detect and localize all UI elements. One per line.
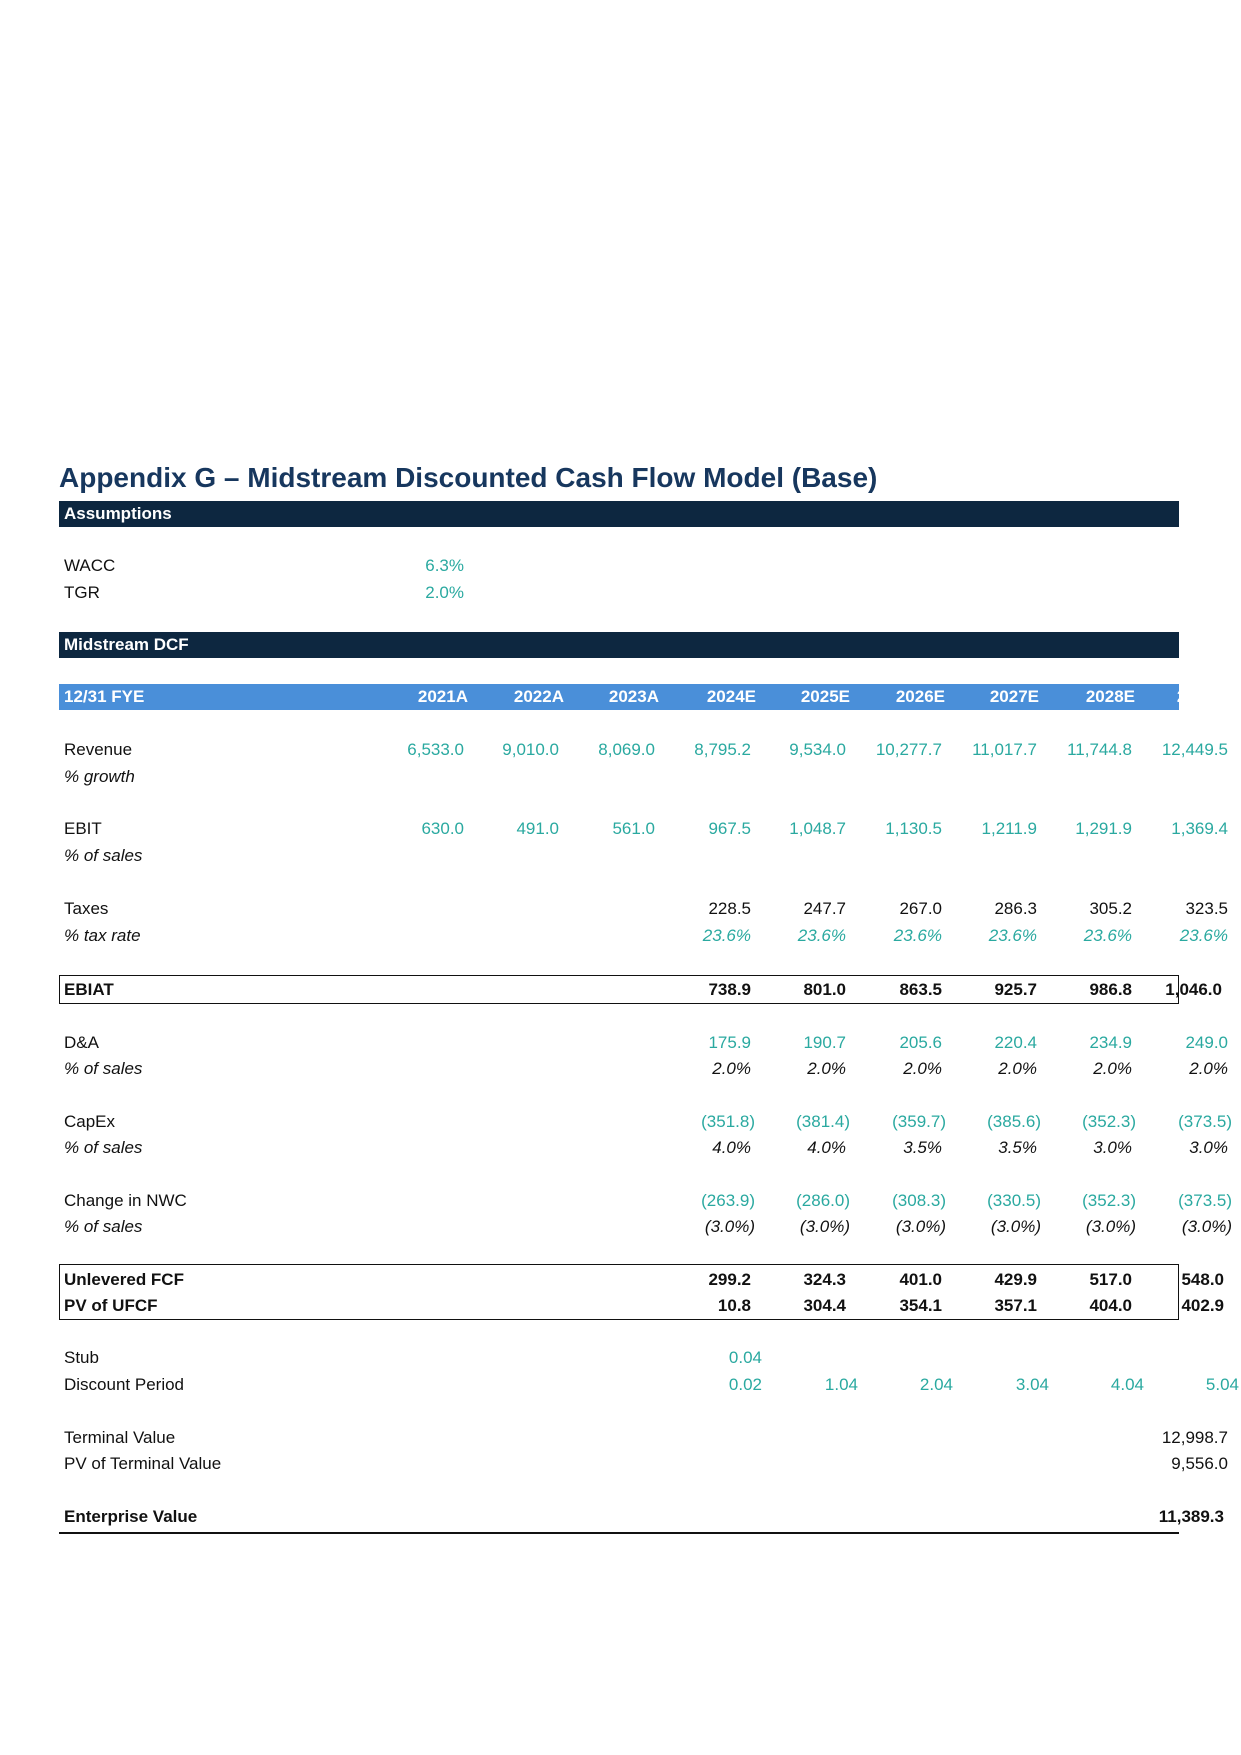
stub-value: 0.04	[728, 1348, 762, 1367]
assumptions-header: Assumptions	[59, 501, 1179, 527]
da-2028e: 234.9	[1089, 1033, 1132, 1052]
terminal-value: 12,998.7	[1161, 1428, 1228, 1447]
capex-2024e: (351.8)	[701, 1112, 755, 1131]
ebit-2027e: 1,211.9	[981, 819, 1037, 838]
nwc-2026e: (308.3)	[892, 1191, 946, 1210]
revenue-2028e: 11,744.8	[1067, 740, 1132, 759]
ebit-label: EBIT	[64, 819, 102, 838]
discount-period-2028e: 4.04	[1110, 1375, 1144, 1394]
pv-ufcf-2028e: 404.0	[1089, 1296, 1132, 1315]
nwc-2027e: (330.5)	[987, 1191, 1041, 1210]
taxes-label: Taxes	[64, 899, 109, 918]
da-pct-row	[59, 1056, 1228, 1082]
enterprise-value-row	[59, 1504, 1224, 1530]
nwc-pct-2025e: (3.0%)	[799, 1217, 850, 1236]
capex-pct-2026e: 3.5%	[903, 1138, 942, 1157]
stub-label: Stub	[64, 1348, 99, 1367]
wacc-value: 6.3%	[425, 556, 464, 575]
capex-pct-label: % of sales	[64, 1138, 143, 1157]
year-2021a: 2021A	[417, 687, 468, 706]
da-pct-2024e: 2.0%	[712, 1059, 751, 1078]
tgr-value: 2.0%	[425, 583, 464, 602]
revenue-2021a: 6,533.0	[407, 740, 464, 759]
year-2025e: 2025E	[800, 687, 850, 706]
ufcf-2025e: 324.3	[803, 1270, 846, 1289]
ebit-2023a: 561.0	[612, 819, 655, 838]
ufcf-2024e: 299.2	[708, 1270, 751, 1289]
taxes-row	[59, 896, 1228, 922]
capex-label: CapEx	[64, 1112, 116, 1131]
nwc-2028e: (352.3)	[1082, 1191, 1136, 1210]
tax-rate-2029e: 23.6%	[1179, 926, 1228, 945]
ebit-2021a: 630.0	[421, 819, 464, 838]
ebiat-2029e: 1,046.0	[1165, 980, 1222, 999]
enterprise-value-rule	[59, 1532, 1179, 1534]
tgr-row	[59, 580, 1179, 606]
capex-pct-2025e: 4.0%	[807, 1138, 846, 1157]
capex-2029e: (373.5)	[1178, 1112, 1232, 1131]
discount-period-2026e: 2.04	[919, 1375, 953, 1394]
pv-ufcf-2027e: 357.1	[994, 1296, 1037, 1315]
capex-2025e: (381.4)	[796, 1112, 850, 1131]
year-2023a: 2023A	[608, 687, 659, 706]
taxes-2029e: 323.5	[1185, 899, 1228, 918]
capex-pct-2028e: 3.0%	[1093, 1138, 1132, 1157]
nwc-pct-2028e: (3.0%)	[1085, 1217, 1136, 1236]
ebit-2026e: 1,130.5	[885, 819, 942, 838]
tax-rate-label: % tax rate	[64, 926, 141, 945]
revenue-2026e: 10,277.7	[875, 740, 942, 759]
revenue-row	[59, 737, 1228, 763]
capex-2026e: (359.7)	[892, 1112, 946, 1131]
revenue-2029e: 12,449.5	[1161, 740, 1228, 759]
nwc-2029e: (373.5)	[1178, 1191, 1232, 1210]
nwc-pct-2029e: (3.0%)	[1181, 1217, 1232, 1236]
ebit-2022a: 491.0	[516, 819, 559, 838]
ebit-row	[59, 816, 1228, 842]
year-2027e: 2027E	[989, 687, 1039, 706]
tax-rate-2025e: 23.6%	[797, 926, 846, 945]
pv-ufcf-row	[59, 1293, 1224, 1319]
ufcf-2027e: 429.9	[994, 1270, 1037, 1289]
year-header-row	[59, 684, 1226, 710]
page-title: Appendix G – Midstream Discounted Cash Flow Model (Base)	[59, 462, 878, 493]
ebit-2025e: 1,048.7	[789, 819, 846, 838]
da-2025e: 190.7	[803, 1033, 846, 1052]
da-2027e: 220.4	[994, 1033, 1037, 1052]
nwc-row	[59, 1188, 1232, 1214]
revenue-2022a: 9,010.0	[502, 740, 559, 759]
enterprise-value: 11,389.3	[1158, 1507, 1224, 1526]
capex-pct-row	[59, 1135, 1228, 1161]
year-2029e: 2029E	[1176, 687, 1226, 706]
year-2022a: 2022A	[513, 687, 564, 706]
capex-row	[59, 1109, 1232, 1135]
ufcf-row	[59, 1267, 1224, 1293]
da-2026e: 205.6	[899, 1033, 942, 1052]
revenue-2025e: 9,534.0	[789, 740, 846, 759]
ufcf-label: Unlevered FCF	[64, 1270, 184, 1289]
year-2026e: 2026E	[895, 687, 945, 706]
pv-ufcf-label: PV of UFCF	[64, 1296, 158, 1315]
year-2024e: 2024E	[706, 687, 756, 706]
capex-2028e: (352.3)	[1082, 1112, 1136, 1131]
taxes-2028e: 305.2	[1089, 899, 1132, 918]
growth-label: % growth	[64, 767, 135, 786]
ebit-pct-row	[59, 843, 1179, 869]
nwc-pct-2024e: (3.0%)	[704, 1217, 755, 1236]
discount-period-2029e: 5.04	[1205, 1375, 1239, 1394]
ebiat-row	[59, 977, 1222, 1003]
da-row	[59, 1030, 1228, 1056]
ufcf-2026e: 401.0	[899, 1270, 942, 1289]
capex-pct-2029e: 3.0%	[1189, 1138, 1228, 1157]
da-pct-2025e: 2.0%	[807, 1059, 846, 1078]
da-pct-2028e: 2.0%	[1093, 1059, 1132, 1078]
tax-rate-2024e: 23.6%	[702, 926, 751, 945]
ebiat-2028e: 986.8	[1089, 980, 1132, 999]
ebit-2024e: 967.5	[708, 819, 751, 838]
tax-rate-2027e: 23.6%	[988, 926, 1037, 945]
pv-ufcf-2029e: 402.9	[1181, 1296, 1224, 1315]
dcf-header: Midstream DCF	[59, 632, 1179, 658]
wacc-label: WACC	[64, 556, 116, 575]
taxes-2025e: 247.7	[803, 899, 846, 918]
discount-period-2025e: 1.04	[824, 1375, 858, 1394]
tax-rate-2028e: 23.6%	[1083, 926, 1132, 945]
terminal-value-row	[59, 1425, 1228, 1451]
taxes-2026e: 267.0	[899, 899, 942, 918]
capex-pct-2024e: 4.0%	[712, 1138, 751, 1157]
discount-period-2027e: 3.04	[1015, 1375, 1049, 1394]
ebiat-2026e: 863.5	[899, 980, 942, 999]
nwc-2025e: (286.0)	[796, 1191, 850, 1210]
tax-rate-2026e: 23.6%	[893, 926, 942, 945]
tgr-label: TGR	[64, 583, 100, 602]
discount-period-row	[59, 1372, 1239, 1398]
nwc-pct-2026e: (3.0%)	[895, 1217, 946, 1236]
pv-ufcf-2025e: 304.4	[803, 1296, 846, 1315]
pv-ufcf-2026e: 354.1	[899, 1296, 942, 1315]
terminal-value-label: Terminal Value	[64, 1428, 176, 1447]
taxes-2027e: 286.3	[994, 899, 1037, 918]
nwc-2024e: (263.9)	[701, 1191, 755, 1210]
ebiat-2024e: 738.9	[708, 980, 751, 999]
revenue-2024e: 8,795.2	[694, 740, 751, 759]
ebiat-2027e: 925.7	[994, 980, 1037, 999]
ufcf-2028e: 517.0	[1089, 1270, 1132, 1289]
ebiat-label: EBIAT	[64, 980, 114, 999]
da-pct-2026e: 2.0%	[903, 1059, 942, 1078]
taxes-2024e: 228.5	[708, 899, 751, 918]
pv-terminal-value: 9,556.0	[1171, 1454, 1228, 1473]
da-pct-2029e: 2.0%	[1189, 1059, 1228, 1078]
da-2024e: 175.9	[708, 1033, 751, 1052]
nwc-pct-row	[59, 1214, 1232, 1240]
revenue-2023a: 8,069.0	[598, 740, 655, 759]
ebit-2028e: 1,291.9	[1075, 819, 1132, 838]
capex-2027e: (385.6)	[987, 1112, 1041, 1131]
discount-period-2024e: 0.02	[728, 1375, 762, 1394]
ebiat-2025e: 801.0	[803, 980, 846, 999]
nwc-pct-label: % of sales	[64, 1217, 143, 1236]
revenue-2027e: 11,017.7	[972, 740, 1037, 759]
da-pct-label: % of sales	[64, 1059, 143, 1078]
da-pct-2027e: 2.0%	[998, 1059, 1037, 1078]
revenue-label: Revenue	[64, 740, 133, 759]
ebit-2029e: 1,369.4	[1171, 819, 1228, 838]
ebit-pct-label: % of sales	[64, 846, 143, 865]
nwc-pct-2027e: (3.0%)	[990, 1217, 1041, 1236]
growth-row	[59, 764, 1179, 790]
da-label: D&A	[64, 1033, 99, 1052]
nwc-label: Change in NWC	[64, 1191, 187, 1210]
enterprise-value-label: Enterprise Value	[64, 1507, 198, 1526]
discount-period-label: Discount Period	[64, 1375, 185, 1394]
pv-terminal-value-label: PV of Terminal Value	[64, 1454, 222, 1473]
da-2029e: 249.0	[1185, 1033, 1228, 1052]
stub-row	[59, 1345, 1179, 1371]
capex-pct-2027e: 3.5%	[998, 1138, 1037, 1157]
fye-label: 12/31 FYE	[64, 687, 145, 706]
pv-terminal-value-row	[59, 1451, 1228, 1477]
tax-rate-row	[59, 923, 1228, 949]
pv-ufcf-2024e: 10.8	[717, 1296, 751, 1315]
wacc-row	[59, 553, 1179, 579]
ufcf-2029e: 548.0	[1181, 1270, 1224, 1289]
year-2028e: 2028E	[1085, 687, 1135, 706]
